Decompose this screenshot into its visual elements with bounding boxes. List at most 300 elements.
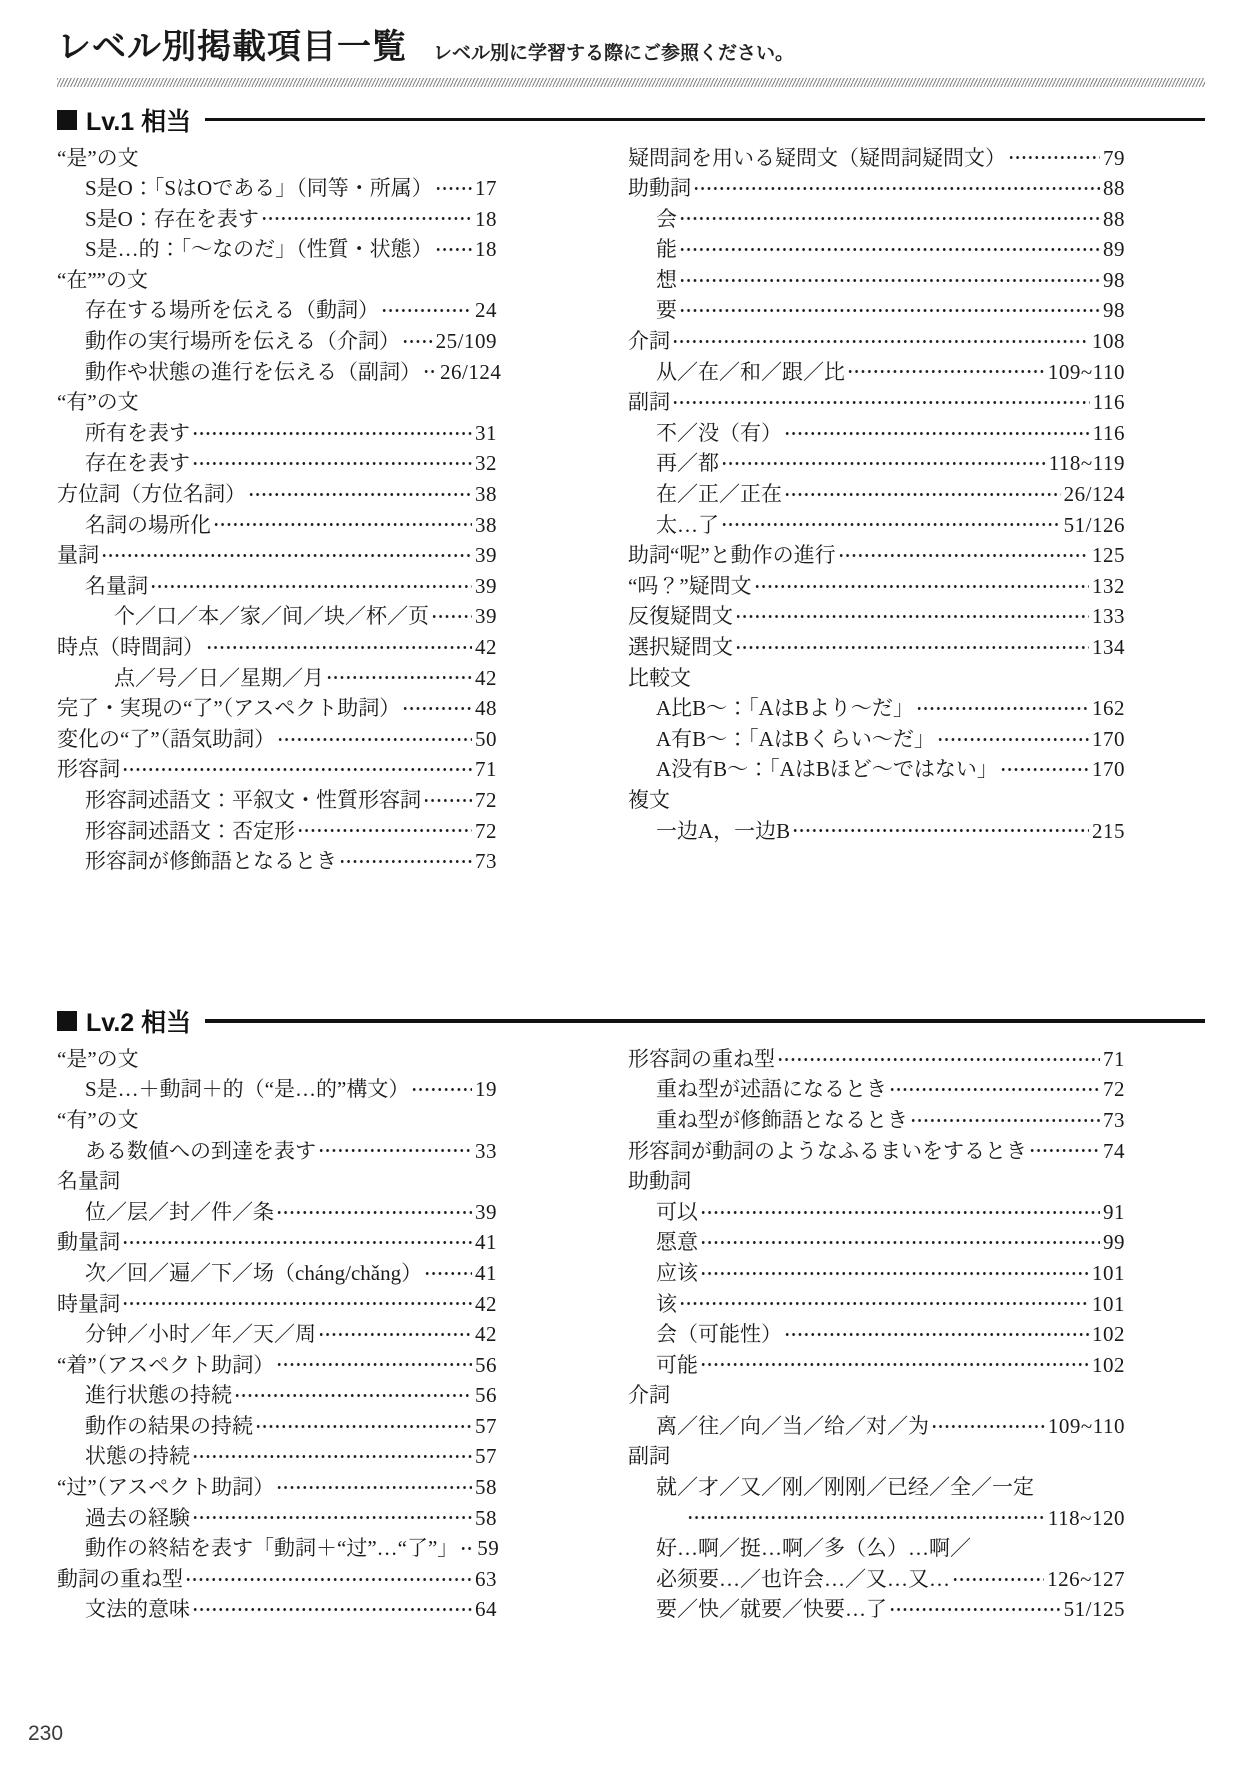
toc-entry-title: ある数値への到達を表す — [85, 1138, 316, 1163]
dot-leader — [276, 1477, 472, 1498]
toc-row — [628, 143, 1125, 174]
toc-entry-title: 存在する場所を伝える（動詞） — [85, 298, 379, 323]
toc-entry-title: “是”の文 — [57, 145, 139, 170]
toc-entry-page: 51/125 — [1063, 1597, 1125, 1622]
toc-row — [57, 265, 497, 296]
toc-entry-page: 24 — [475, 298, 497, 323]
toc-entry-page: 88 — [1103, 176, 1125, 201]
toc-entry-title: 動作の終結を表す「動詞＋“过”…“了”」 — [85, 1536, 459, 1561]
toc-entry-title: 介詞 — [628, 1383, 670, 1408]
toc-entry-title: S是O：存在を表す — [85, 206, 259, 231]
toc-entry-page: 125 — [1092, 543, 1125, 568]
toc-entry-page: 132 — [1092, 573, 1125, 598]
toc-entry-page: 102 — [1092, 1322, 1125, 1347]
dot-leader — [784, 423, 1090, 444]
toc-row — [628, 357, 1125, 388]
toc-entry-title: 好…啊／挺…啊／多（么）…啊／ — [656, 1536, 971, 1561]
dot-leader — [297, 820, 472, 841]
toc-entry-page: 63 — [475, 1566, 497, 1591]
toc-row — [628, 418, 1125, 449]
toc-entry-title: 変化の“了”（語気助詞） — [57, 726, 276, 751]
dot-leader — [700, 1354, 1089, 1375]
toc-row — [628, 663, 1125, 694]
toc-row — [628, 1594, 1125, 1625]
toc-entry-page: 118~119 — [1048, 451, 1125, 476]
toc-entry-title: 离／往／向／当／给／对／为 — [656, 1413, 929, 1438]
toc-entry-title: 助動詞 — [628, 1169, 691, 1194]
toc-row — [628, 479, 1125, 510]
toc-row — [57, 1258, 497, 1289]
toc-entry-page: 73 — [475, 849, 497, 874]
toc-entry-title: 助動詞 — [628, 176, 691, 201]
square-bullet-icon — [57, 110, 77, 130]
toc-entry-page: 170 — [1092, 757, 1125, 782]
toc-entry-page: 18 — [475, 206, 497, 231]
toc-entry-page: 79 — [1103, 145, 1125, 170]
dot-leader — [460, 1538, 474, 1559]
toc-entry-page: 39 — [475, 573, 497, 598]
hatch-divider — [57, 78, 1205, 87]
toc-row — [628, 1044, 1125, 1075]
dot-leader — [122, 1293, 472, 1314]
toc-entry-title: 愿意 — [656, 1230, 698, 1255]
toc-row — [57, 1564, 497, 1595]
toc-entry-page: 25/109 — [435, 329, 497, 354]
dot-leader — [679, 239, 1100, 260]
toc-entry-page: 56 — [475, 1383, 497, 1408]
dot-leader — [101, 545, 472, 566]
section-rule — [205, 1019, 1205, 1023]
toc-entry-title: 会 — [656, 206, 677, 231]
page-title: レベル別掲載項目一覧 — [57, 28, 407, 66]
toc-entry-title: 重ね型が修飾語となるとき — [656, 1107, 908, 1132]
dot-leader — [192, 1446, 472, 1467]
toc-entry-page: 162 — [1092, 696, 1125, 721]
toc-row — [628, 265, 1125, 296]
toc-row — [628, 1166, 1125, 1197]
toc-row — [628, 1441, 1125, 1472]
toc-row — [628, 1197, 1125, 1228]
toc-entry-title: 名量詞 — [85, 573, 148, 598]
toc-entry-title: “有”の文 — [57, 390, 139, 415]
toc-row — [628, 510, 1125, 541]
toc-row — [57, 1197, 497, 1228]
toc-entry-page: 99 — [1103, 1230, 1125, 1255]
toc-entry-title: 量詞 — [57, 543, 99, 568]
toc-row — [628, 693, 1125, 724]
toc-entry-title: S是…的：「～なのだ」（性質・状態） — [85, 237, 433, 262]
toc-row — [57, 540, 497, 571]
toc-column — [628, 143, 1125, 877]
dot-leader — [192, 423, 472, 444]
toc-row — [628, 632, 1125, 663]
toc-entry-page: 98 — [1103, 267, 1125, 292]
dot-leader — [679, 300, 1100, 321]
toc-row — [628, 1564, 1125, 1595]
toc-entry-title: 可以 — [656, 1199, 698, 1224]
toc-row — [628, 1411, 1125, 1442]
toc-entry-page: 26/124 — [1063, 482, 1125, 507]
toc-entry-title: 動詞の重ね型 — [57, 1566, 183, 1591]
toc-entry-title: “过”（アスペクト助詞） — [57, 1475, 275, 1500]
toc-row — [628, 540, 1125, 571]
toc-entry-title: S是O：「SはOである」（同等・所属） — [85, 176, 433, 201]
toc-entry-title: S是…＋動詞＋的（“是…的”構文） — [85, 1077, 410, 1102]
toc-entry-title: 位／层／封／件／条 — [85, 1199, 274, 1224]
toc-entry-title: 進行状態の持続 — [85, 1383, 232, 1408]
toc-row — [628, 1533, 1125, 1564]
toc-entry-title: 助詞“呢”と動作の進行 — [628, 543, 836, 568]
toc-entry-title: 个／口／本／家／间／块／杯／页 — [114, 604, 429, 629]
dot-leader — [838, 545, 1089, 566]
toc-entry-title: 副詞 — [628, 1444, 670, 1469]
dot-leader — [255, 1416, 472, 1437]
toc-entry-page: 59 — [477, 1536, 500, 1561]
toc-entry-title: 必须要…／也许会…／又…又… — [656, 1566, 950, 1591]
toc-entry-page: 41 — [475, 1260, 497, 1285]
dot-leader — [777, 1049, 1100, 1070]
dot-leader — [687, 1507, 1045, 1528]
toc-entry-title: 分钟／小时／年／天／周 — [85, 1322, 316, 1347]
dot-leader — [402, 331, 433, 352]
toc-row — [57, 1594, 497, 1625]
toc-row — [57, 693, 497, 724]
toc-row — [628, 326, 1125, 357]
toc-entry-title: 文法的意味 — [85, 1597, 190, 1622]
toc-row — [57, 846, 497, 877]
dot-leader — [431, 606, 472, 627]
toc-row — [628, 1136, 1125, 1167]
dot-leader — [435, 239, 472, 260]
toc-entry-title: 完了・実現の“了”（アスペクト助詞） — [57, 696, 401, 721]
toc-entry-page: 98 — [1103, 298, 1125, 323]
toc-row — [628, 1350, 1125, 1381]
dot-leader — [910, 1110, 1100, 1131]
toc-column — [628, 1044, 1125, 1625]
toc-entry-title: 比較文 — [628, 665, 691, 690]
toc-entry-page: 58 — [475, 1505, 497, 1530]
dot-leader — [721, 514, 1061, 535]
dot-leader — [276, 1354, 472, 1375]
toc-entry-title: 動作や状態の進行を伝える（副詞） — [85, 359, 421, 384]
toc-entry-title: 再／都 — [656, 451, 719, 476]
toc-row — [628, 387, 1125, 418]
toc-entry-page: 31 — [475, 420, 497, 445]
toc-entry-title: 動作の結果の持続 — [85, 1413, 253, 1438]
toc-entry-title: 重ね型が述語になるとき — [656, 1077, 887, 1102]
dot-leader — [1008, 147, 1100, 168]
dot-leader — [721, 453, 1046, 474]
page-subtitle: レベル別に学習する際にご参照ください。 — [433, 42, 795, 64]
toc-row — [628, 295, 1125, 326]
toc-row — [57, 785, 497, 816]
dot-leader — [784, 1324, 1089, 1345]
toc-entry-page: 19 — [475, 1077, 497, 1102]
toc-entry-page: 38 — [475, 512, 497, 537]
toc-entry-title: 太…了 — [656, 512, 719, 537]
section-rule — [205, 118, 1205, 122]
toc-row — [628, 601, 1125, 632]
section-title: Lv.1 相当 — [86, 107, 192, 136]
toc-entry-page: 64 — [475, 1597, 497, 1622]
toc-row — [57, 295, 497, 326]
toc-entry-page: 71 — [475, 757, 497, 782]
toc-entry-title: 点／号／日／星期／月 — [114, 665, 324, 690]
toc-entry-title: 就／才／又／刚／刚刚／已经／全／一定 — [656, 1475, 1034, 1500]
dot-leader — [261, 208, 472, 229]
toc-entry-page: 134 — [1092, 635, 1125, 659]
toc-entry-page: 91 — [1103, 1199, 1125, 1224]
toc-row — [57, 1105, 497, 1136]
toc-entry-title: 要 — [656, 298, 677, 323]
section-columns — [57, 143, 1247, 877]
toc-row — [628, 204, 1125, 235]
toc-entry-page: 51/126 — [1063, 512, 1125, 537]
toc-entry-title: 時点（時間詞） — [57, 635, 204, 659]
toc-row — [628, 173, 1125, 204]
toc-entry-page: 73 — [1103, 1107, 1125, 1132]
section-header — [57, 104, 1205, 136]
toc-entry-title: 時量詞 — [57, 1291, 120, 1316]
toc-row — [57, 1227, 497, 1258]
toc-entry-page: 18 — [475, 237, 497, 262]
dot-leader — [185, 1569, 472, 1590]
toc-entry-title: 在／正／正在 — [656, 482, 782, 507]
toc-sections — [57, 104, 1247, 1626]
toc-entry-title: 形容詞述語文：否定形 — [85, 818, 295, 843]
dot-leader — [423, 361, 437, 382]
toc-row — [628, 1074, 1125, 1105]
toc-row — [57, 143, 497, 174]
toc-entry-title: 该 — [656, 1291, 677, 1316]
toc-entry-title: “是”の文 — [57, 1046, 139, 1071]
page-header — [57, 26, 1205, 69]
toc-entry-title: 形容詞述語文：平叙文・性質形容詞 — [85, 787, 421, 812]
toc-entry-title: 存在を表す — [85, 451, 190, 476]
toc-entry-title: 能 — [656, 237, 677, 262]
dot-leader — [672, 331, 1089, 352]
toc-entry-page: 116 — [1092, 420, 1125, 445]
dot-leader — [277, 729, 472, 750]
toc-row — [628, 1503, 1125, 1534]
toc-entry-title: 状態の持続 — [85, 1444, 190, 1469]
dot-leader — [423, 790, 472, 811]
page-number: 230 — [28, 1722, 64, 1745]
toc-entry-page: 88 — [1103, 206, 1125, 231]
toc-column — [57, 143, 502, 877]
toc-row — [57, 1289, 497, 1320]
dot-leader — [889, 1079, 1100, 1100]
toc-row — [57, 754, 497, 785]
dot-leader — [435, 178, 472, 199]
dot-leader — [411, 1079, 472, 1100]
toc-row — [57, 387, 497, 418]
toc-entry-page: 56 — [475, 1352, 497, 1377]
toc-row — [57, 173, 497, 204]
dot-leader — [192, 1599, 472, 1620]
toc-entry-title: “着”（アスペクト助詞） — [57, 1352, 275, 1377]
dot-leader — [192, 453, 472, 474]
toc-entry-title: 从／在／和／跟／比 — [656, 359, 845, 384]
toc-entry-title: 副詞 — [628, 390, 670, 415]
toc-entry-page: 118~120 — [1047, 1505, 1125, 1530]
toc-row — [57, 1136, 497, 1167]
toc-row — [628, 785, 1125, 816]
toc-entry-page: 39 — [475, 543, 497, 568]
toc-row — [57, 724, 497, 755]
toc-row — [628, 724, 1125, 755]
toc-entry-title: 方位詞（方位名詞） — [57, 482, 246, 507]
toc-row — [57, 1472, 497, 1503]
dot-leader — [889, 1599, 1061, 1620]
toc-entry-title: 要／快／就要／快要…了 — [656, 1597, 887, 1622]
toc-entry-page: 57 — [475, 1413, 497, 1438]
dot-leader — [735, 637, 1089, 658]
toc-entry-title: “在””の文 — [57, 267, 148, 292]
dot-leader — [276, 1202, 472, 1223]
toc-entry-title: A没有B～：「AはBほど～ではない」 — [656, 757, 998, 782]
toc-entry-page: 109~110 — [1047, 359, 1125, 384]
toc-entry-title: 形容詞 — [57, 757, 120, 782]
toc-row — [57, 1074, 497, 1105]
toc-entry-title: 次／回／遍／下／场（cháng/chǎng） — [85, 1260, 423, 1285]
toc-entry-page: 133 — [1092, 604, 1125, 629]
toc-entry-title: 名詞の場所化 — [85, 512, 211, 537]
toc-entry-title: 想 — [656, 267, 677, 292]
toc-entry-page: 50 — [475, 726, 497, 751]
dot-leader — [916, 698, 1089, 719]
dot-leader — [700, 1202, 1100, 1223]
dot-leader — [248, 484, 472, 505]
toc-row — [57, 1166, 497, 1197]
toc-entry-page: 72 — [1103, 1077, 1125, 1102]
dot-leader — [326, 667, 472, 688]
toc-entry-page: 102 — [1092, 1352, 1125, 1377]
toc-row — [57, 1044, 497, 1075]
toc-entry-title: 形容詞が動詞のようなふるまいをするとき — [628, 1138, 1027, 1163]
toc-row — [628, 1319, 1125, 1350]
toc-row — [57, 418, 497, 449]
dot-leader — [192, 1507, 472, 1528]
toc-entry-title: 可能 — [656, 1352, 698, 1377]
dot-leader — [402, 698, 472, 719]
section-title: Lv.2 相当 — [86, 1008, 192, 1037]
dot-leader — [700, 1263, 1089, 1284]
dot-leader — [672, 392, 1090, 413]
toc-entry-page: 170 — [1092, 726, 1125, 751]
dot-leader — [784, 484, 1061, 505]
toc-entry-page: 41 — [475, 1230, 497, 1255]
toc-entry-title: 名量詞 — [57, 1169, 120, 1194]
toc-entry-page: 57 — [475, 1444, 497, 1469]
dot-leader — [122, 1232, 472, 1253]
toc-row — [57, 1411, 497, 1442]
toc-row — [57, 1319, 497, 1350]
toc-row — [57, 479, 497, 510]
toc-entry-page: 26/124 — [440, 359, 502, 384]
toc-entry-page: 42 — [475, 665, 497, 690]
dot-leader — [735, 606, 1089, 627]
toc-row — [57, 357, 502, 388]
dot-leader — [847, 361, 1045, 382]
toc-entry-page: 58 — [475, 1475, 497, 1500]
toc-entry-title: 疑問詞を用いる疑問文（疑問詞疑問文） — [628, 145, 1006, 170]
toc-row — [628, 1380, 1125, 1411]
toc-entry-page: 109~110 — [1047, 1413, 1125, 1438]
toc-row — [57, 234, 497, 265]
toc-entry-title: 一边A，一边B — [656, 818, 791, 843]
toc-row — [628, 1105, 1125, 1136]
toc-row — [628, 1227, 1125, 1258]
toc-row — [57, 601, 497, 632]
toc-section — [57, 104, 1247, 877]
toc-row — [57, 663, 497, 694]
toc-row — [57, 1533, 500, 1564]
toc-entry-page: 42 — [475, 1291, 497, 1316]
toc-entry-title: 介詞 — [628, 329, 670, 354]
toc-entry-page: 42 — [475, 635, 497, 659]
dot-leader — [679, 1293, 1089, 1314]
toc-row — [57, 1503, 497, 1534]
dot-leader — [339, 851, 472, 872]
dot-leader — [206, 637, 472, 658]
toc-entry-title: “吗？”疑問文 — [628, 573, 752, 598]
toc-entry-page: 74 — [1103, 1138, 1125, 1163]
toc-entry-page: 32 — [475, 451, 497, 476]
toc-entry-title: 形容詞が修飾語となるとき — [85, 849, 337, 874]
toc-entry-page: 39 — [475, 1199, 497, 1224]
toc-entry-title: 選択疑問文 — [628, 635, 733, 659]
toc-entry-title: 应该 — [656, 1260, 698, 1285]
toc-entry-title: 不／没（有） — [656, 420, 782, 445]
toc-row — [628, 1472, 1125, 1503]
toc-entry-title: 所有を表す — [85, 420, 190, 445]
toc-entry-page: 42 — [475, 1322, 497, 1347]
toc-row — [57, 510, 497, 541]
dot-leader — [1000, 759, 1089, 780]
dot-leader — [931, 1416, 1045, 1437]
toc-entry-title: 複文 — [628, 787, 670, 812]
toc-row — [628, 234, 1125, 265]
toc-entry-title: A比B～：「AはBより～だ」 — [656, 696, 914, 721]
toc-row — [628, 448, 1125, 479]
dot-leader — [754, 576, 1089, 597]
toc-entry-page: 116 — [1092, 390, 1125, 415]
dot-leader — [381, 300, 472, 321]
dot-leader — [792, 820, 1089, 841]
dot-leader — [937, 729, 1089, 750]
dot-leader — [234, 1385, 472, 1406]
toc-row — [57, 204, 497, 235]
toc-section — [57, 1005, 1247, 1625]
toc-row — [628, 816, 1125, 847]
toc-entry-page: 126~127 — [1047, 1566, 1125, 1591]
toc-entry-page: 33 — [475, 1138, 497, 1163]
toc-row — [57, 816, 497, 847]
toc-entry-page: 108 — [1092, 329, 1125, 354]
toc-row — [57, 448, 497, 479]
dot-leader — [318, 1324, 472, 1345]
toc-entry-page: 215 — [1092, 818, 1125, 843]
toc-entry-page: 39 — [475, 604, 497, 629]
toc-entry-page: 38 — [475, 482, 497, 507]
toc-row — [628, 1258, 1125, 1289]
toc-row — [57, 1441, 497, 1472]
dot-leader — [679, 208, 1100, 229]
toc-row — [628, 1289, 1125, 1320]
dot-leader — [213, 514, 472, 535]
toc-row — [628, 571, 1125, 602]
